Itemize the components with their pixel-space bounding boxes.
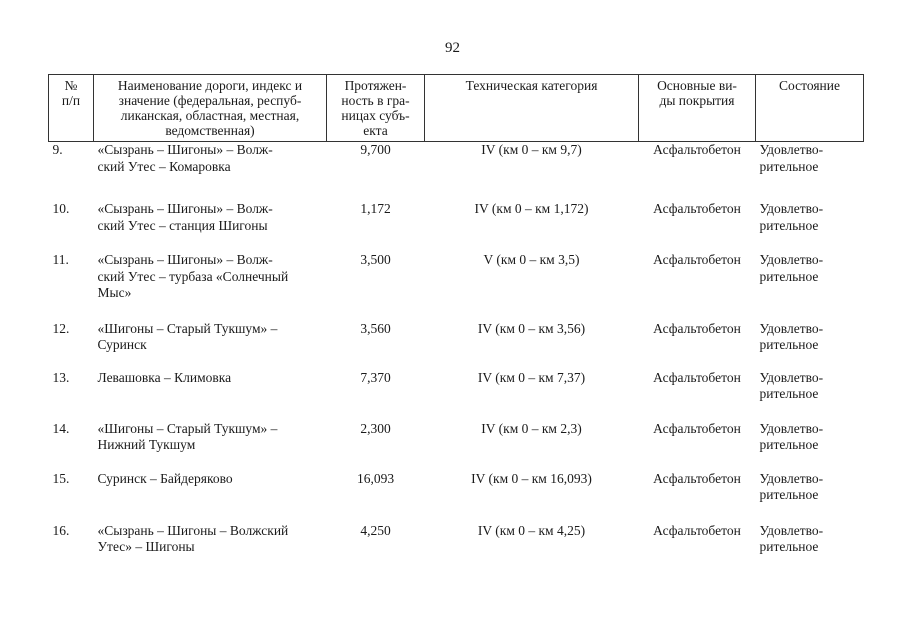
road-name-line: Левашовка – Климовка — [97, 369, 232, 385]
header-text-line: Протяжен- — [344, 78, 407, 93]
header-text-line: ность в гра- — [341, 93, 410, 108]
road-length: 16,093 — [356, 470, 395, 486]
road-state-line: Удовлетво- — [759, 369, 824, 385]
road-state-line: рительное — [759, 487, 819, 502]
header-coverage — [639, 75, 756, 142]
header-text-line: Наименование дороги, индекс и — [117, 78, 303, 93]
header-text-line: Основные ви- — [657, 78, 737, 93]
page-number: 92 — [445, 40, 460, 56]
header-text-line: ды покрытия — [659, 93, 735, 108]
road-state-line: Удовлетво- — [759, 320, 824, 336]
road-state-line: рительное — [759, 268, 819, 284]
row-number: 15. — [52, 470, 70, 486]
road-state-line: рительное — [759, 337, 819, 352]
road-name — [94, 175, 327, 234]
row-number: 11. — [52, 252, 69, 267]
road-state — [756, 302, 864, 354]
table-header-row — [49, 75, 864, 142]
road-state-line: рительное — [759, 217, 819, 233]
road-state — [756, 354, 864, 403]
road-name-line: Суринск — [97, 337, 147, 352]
header-text-line: значение (федеральная, респуб- — [118, 93, 302, 108]
road-name-line: «Сызрань – Шигоны» – Волж- — [97, 201, 273, 216]
coverage-type: Асфальтобетон — [653, 201, 741, 216]
road-state — [756, 234, 864, 302]
road-name — [94, 504, 327, 556]
technical-category: IV (км 0 – км 4,25) — [477, 522, 586, 538]
road-name-line: ский Утес – Комаровка — [97, 158, 231, 174]
header-text-line: Состояние — [779, 78, 840, 93]
header-text-line: № — [64, 78, 78, 93]
roads-table — [48, 74, 864, 556]
table-row — [49, 302, 864, 354]
road-name-line: «Шигоны – Старый Тукшум» – — [97, 420, 278, 436]
road-name — [94, 302, 327, 354]
road-name-line: ский Утес – турбаза «Солнечный — [97, 268, 289, 284]
road-state-line: Удовлетво- — [759, 142, 824, 157]
row-number: 10. — [52, 201, 70, 216]
road-name-line: Утес» – Шигоны — [97, 539, 195, 554]
row-number: 9. — [52, 142, 63, 157]
road-name-line: «Сызрань – Шигоны» – Волж- — [97, 252, 273, 267]
coverage-type: Асфальтобетон — [653, 252, 741, 267]
road-name — [94, 403, 327, 454]
road-name-line: Суринск – Байдеряково — [97, 470, 233, 486]
row-number: 13. — [52, 369, 70, 385]
coverage-type: Асфальтобетон — [653, 522, 741, 538]
road-state-line: Удовлетво- — [759, 201, 824, 216]
road-length: 1,172 — [360, 201, 391, 216]
road-name-line: «Шигоны – Старый Тукшум» – — [97, 320, 278, 336]
header-text-line: ликанская, областная, местная, — [120, 108, 300, 123]
road-state — [756, 403, 864, 454]
coverage-type: Асфальтобетон — [653, 470, 741, 486]
technical-category: IV (км 0 – км 7,37) — [477, 369, 586, 385]
road-state — [756, 454, 864, 504]
road-length: 9,700 — [360, 142, 391, 157]
coverage-type: Асфальтобетон — [653, 420, 741, 436]
road-name-line: «Сызрань – Шигоны» – Волж- — [97, 142, 273, 157]
technical-category: IV (км 0 – км 3,56) — [477, 320, 586, 336]
road-length: 7,370 — [360, 369, 391, 385]
technical-category: IV (км 0 – км 1,172) — [474, 201, 589, 216]
header-category — [425, 75, 639, 142]
road-state-line: рительное — [759, 386, 819, 401]
table-row — [49, 354, 864, 403]
road-name — [94, 454, 327, 504]
road-name-line: Мыс» — [97, 285, 132, 300]
table-row — [49, 403, 864, 454]
road-state-line: Удовлетво- — [759, 252, 824, 267]
road-state-line: Удовлетво- — [759, 470, 824, 486]
table-row — [49, 504, 864, 556]
header-text-line: Техническая категория — [465, 78, 598, 93]
road-state-line: рительное — [759, 539, 819, 554]
road-state-line: Удовлетво- — [759, 420, 824, 436]
road-length: 3,500 — [360, 252, 391, 267]
technical-category: IV (км 0 – км 9,7) — [481, 142, 582, 157]
table-body — [49, 142, 864, 556]
row-number: 14. — [52, 420, 70, 436]
road-state — [756, 175, 864, 234]
table-row — [49, 454, 864, 504]
road-state — [756, 504, 864, 556]
table-row — [49, 142, 864, 176]
table-row — [49, 175, 864, 234]
technical-category: V (км 0 – км 3,5) — [483, 252, 580, 267]
road-state — [756, 142, 864, 176]
road-name-line: «Сызрань – Шигоны – Волжский — [97, 522, 289, 538]
coverage-type: Асфальтобетон — [653, 369, 741, 385]
road-length: 2,300 — [360, 420, 391, 436]
coverage-type: Асфальтобетон — [653, 320, 741, 336]
road-state-line: рительное — [759, 158, 819, 174]
road-name-line: ский Утес – станция Шигоны — [97, 217, 268, 233]
header-length — [327, 75, 425, 142]
header-text-line: екта — [363, 123, 388, 138]
header-text-line: ведомственная) — [165, 123, 255, 138]
header-text-line: п/п — [61, 93, 81, 108]
header-state — [756, 75, 864, 142]
road-name — [94, 142, 327, 176]
header-name — [94, 75, 327, 142]
road-state-line: рительное — [759, 437, 819, 452]
road-state-line: Удовлетво- — [759, 522, 824, 538]
road-name — [94, 354, 327, 403]
road-length: 4,250 — [360, 522, 391, 538]
technical-category: IV (км 0 – км 16,093) — [471, 470, 592, 486]
technical-category: IV (км 0 – км 2,3) — [481, 420, 582, 436]
header-num — [49, 75, 94, 142]
coverage-type: Асфальтобетон — [653, 142, 741, 157]
row-number: 16. — [52, 522, 70, 538]
road-name — [94, 234, 327, 302]
road-name-line: Нижний Тукшум — [97, 437, 196, 452]
header-text-line: ницах субъ- — [341, 108, 410, 123]
row-number: 12. — [52, 320, 70, 336]
road-length: 3,560 — [360, 320, 391, 336]
table-row — [49, 234, 864, 302]
